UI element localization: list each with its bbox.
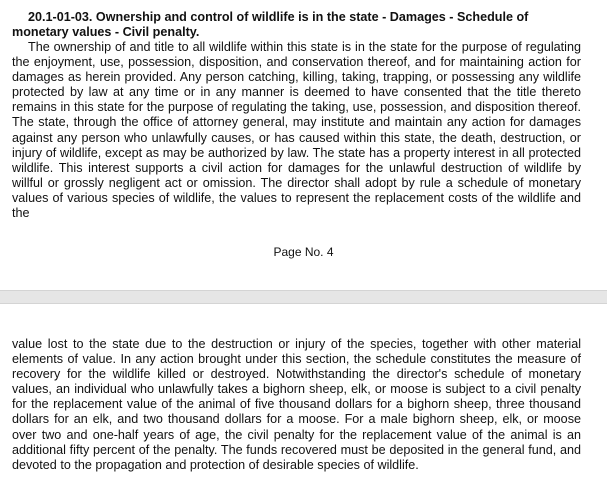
section-body-paragraph: The ownership of and title to all wildlife within this state is in the state for the purpose of regulating the enjoyment, use, possession, disposition, and conservation thereof, and for maintaining action for damages as herein provided. Any person catching, killing, taking, trapping, or possessing any wildlife protected by law at any time or in any manner is deemed to have consented that the title thereto remains in this state for the purpose of regulating the taking, use, possession, and disposition thereof. The state, through the office of attorney general, may institute and maintain any action for damages against any person who unlawfully causes, or has caused within this state, the death, destruction, or injury of wildlife, except as may be authorized by law. The state has a property interest in all protected wildlife. This interest supports a civil action for damages for the unlawful destruction of wildlife by willful or grossly negligent act or omission. The director shall adopt by rule a schedule of monetary values of various species of wildlife, the values to represent the replacement costs of the wildlife and the xyxy=(12,40,581,221)
document-page-bottom xyxy=(0,304,607,500)
page-break-divider xyxy=(0,290,607,304)
section-heading: 20.1-01-03. Ownership and control of wildlife is in the state - Damages - Schedule of monetary values - Civil penalty. xyxy=(12,10,529,40)
page-number: Page No. 4 xyxy=(273,245,334,259)
continued-body-paragraph: value lost to the state due to the destruction or injury of the species, together with other material elements of value. In any action brought under this section, the schedule constitutes the measure of recovery for the wildlife killed or destroyed. Notwithstanding the director's schedule of monetary values, an individual who unlawfully takes a bighorn sheep, elk, or moose is subject to a civil penalty for the replacement value of the animal of five thousand dollars for a bighorn sheep, three thousand dollars for an elk, and two thousand dollars for a moose. For a male bighorn sheep, elk, or moose over two and one-half years of age, the civil penalty for the replacement value of the animal is an additional fifty percent of the penalty. The funds recovered must be deposited in the general fund, and devoted to the propagation and protection of desirable species of wildlife. xyxy=(12,337,581,472)
